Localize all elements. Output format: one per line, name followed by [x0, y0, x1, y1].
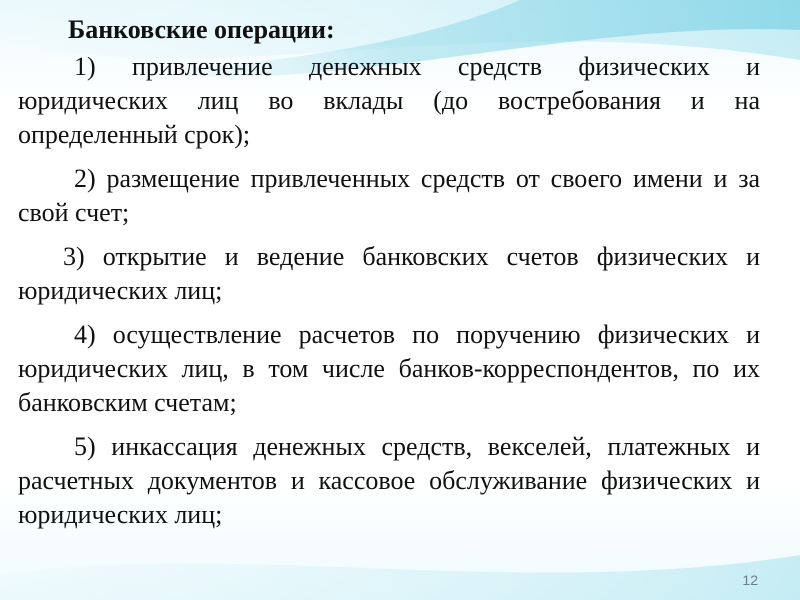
- page-number: 12: [742, 572, 758, 588]
- list-item-2: 2) размещение привлеченных средств от своего имени и за свой счет;: [18, 164, 760, 227]
- slide-content: [18, 12, 760, 542]
- list-item-4: 4) осуществление расчетов по поручению физических и юридических лиц, в том числе банков-корреспондентов, по их банковским счетам;: [18, 320, 760, 417]
- list-item-1: 1) привлечение денежных средств физических и юридических лиц во вклады (до востребования и на определенный срок);: [18, 52, 760, 149]
- list-item-5: 5) инкассация денежных средств, векселей, платежных и расчетных документов и кассовое обслуживание физических и юридических лиц;: [18, 432, 760, 529]
- slide-title: Банковские операции:: [68, 15, 335, 44]
- list-item-3: 3) открытие и ведение банковских счетов физических и юридических лиц;: [18, 242, 760, 305]
